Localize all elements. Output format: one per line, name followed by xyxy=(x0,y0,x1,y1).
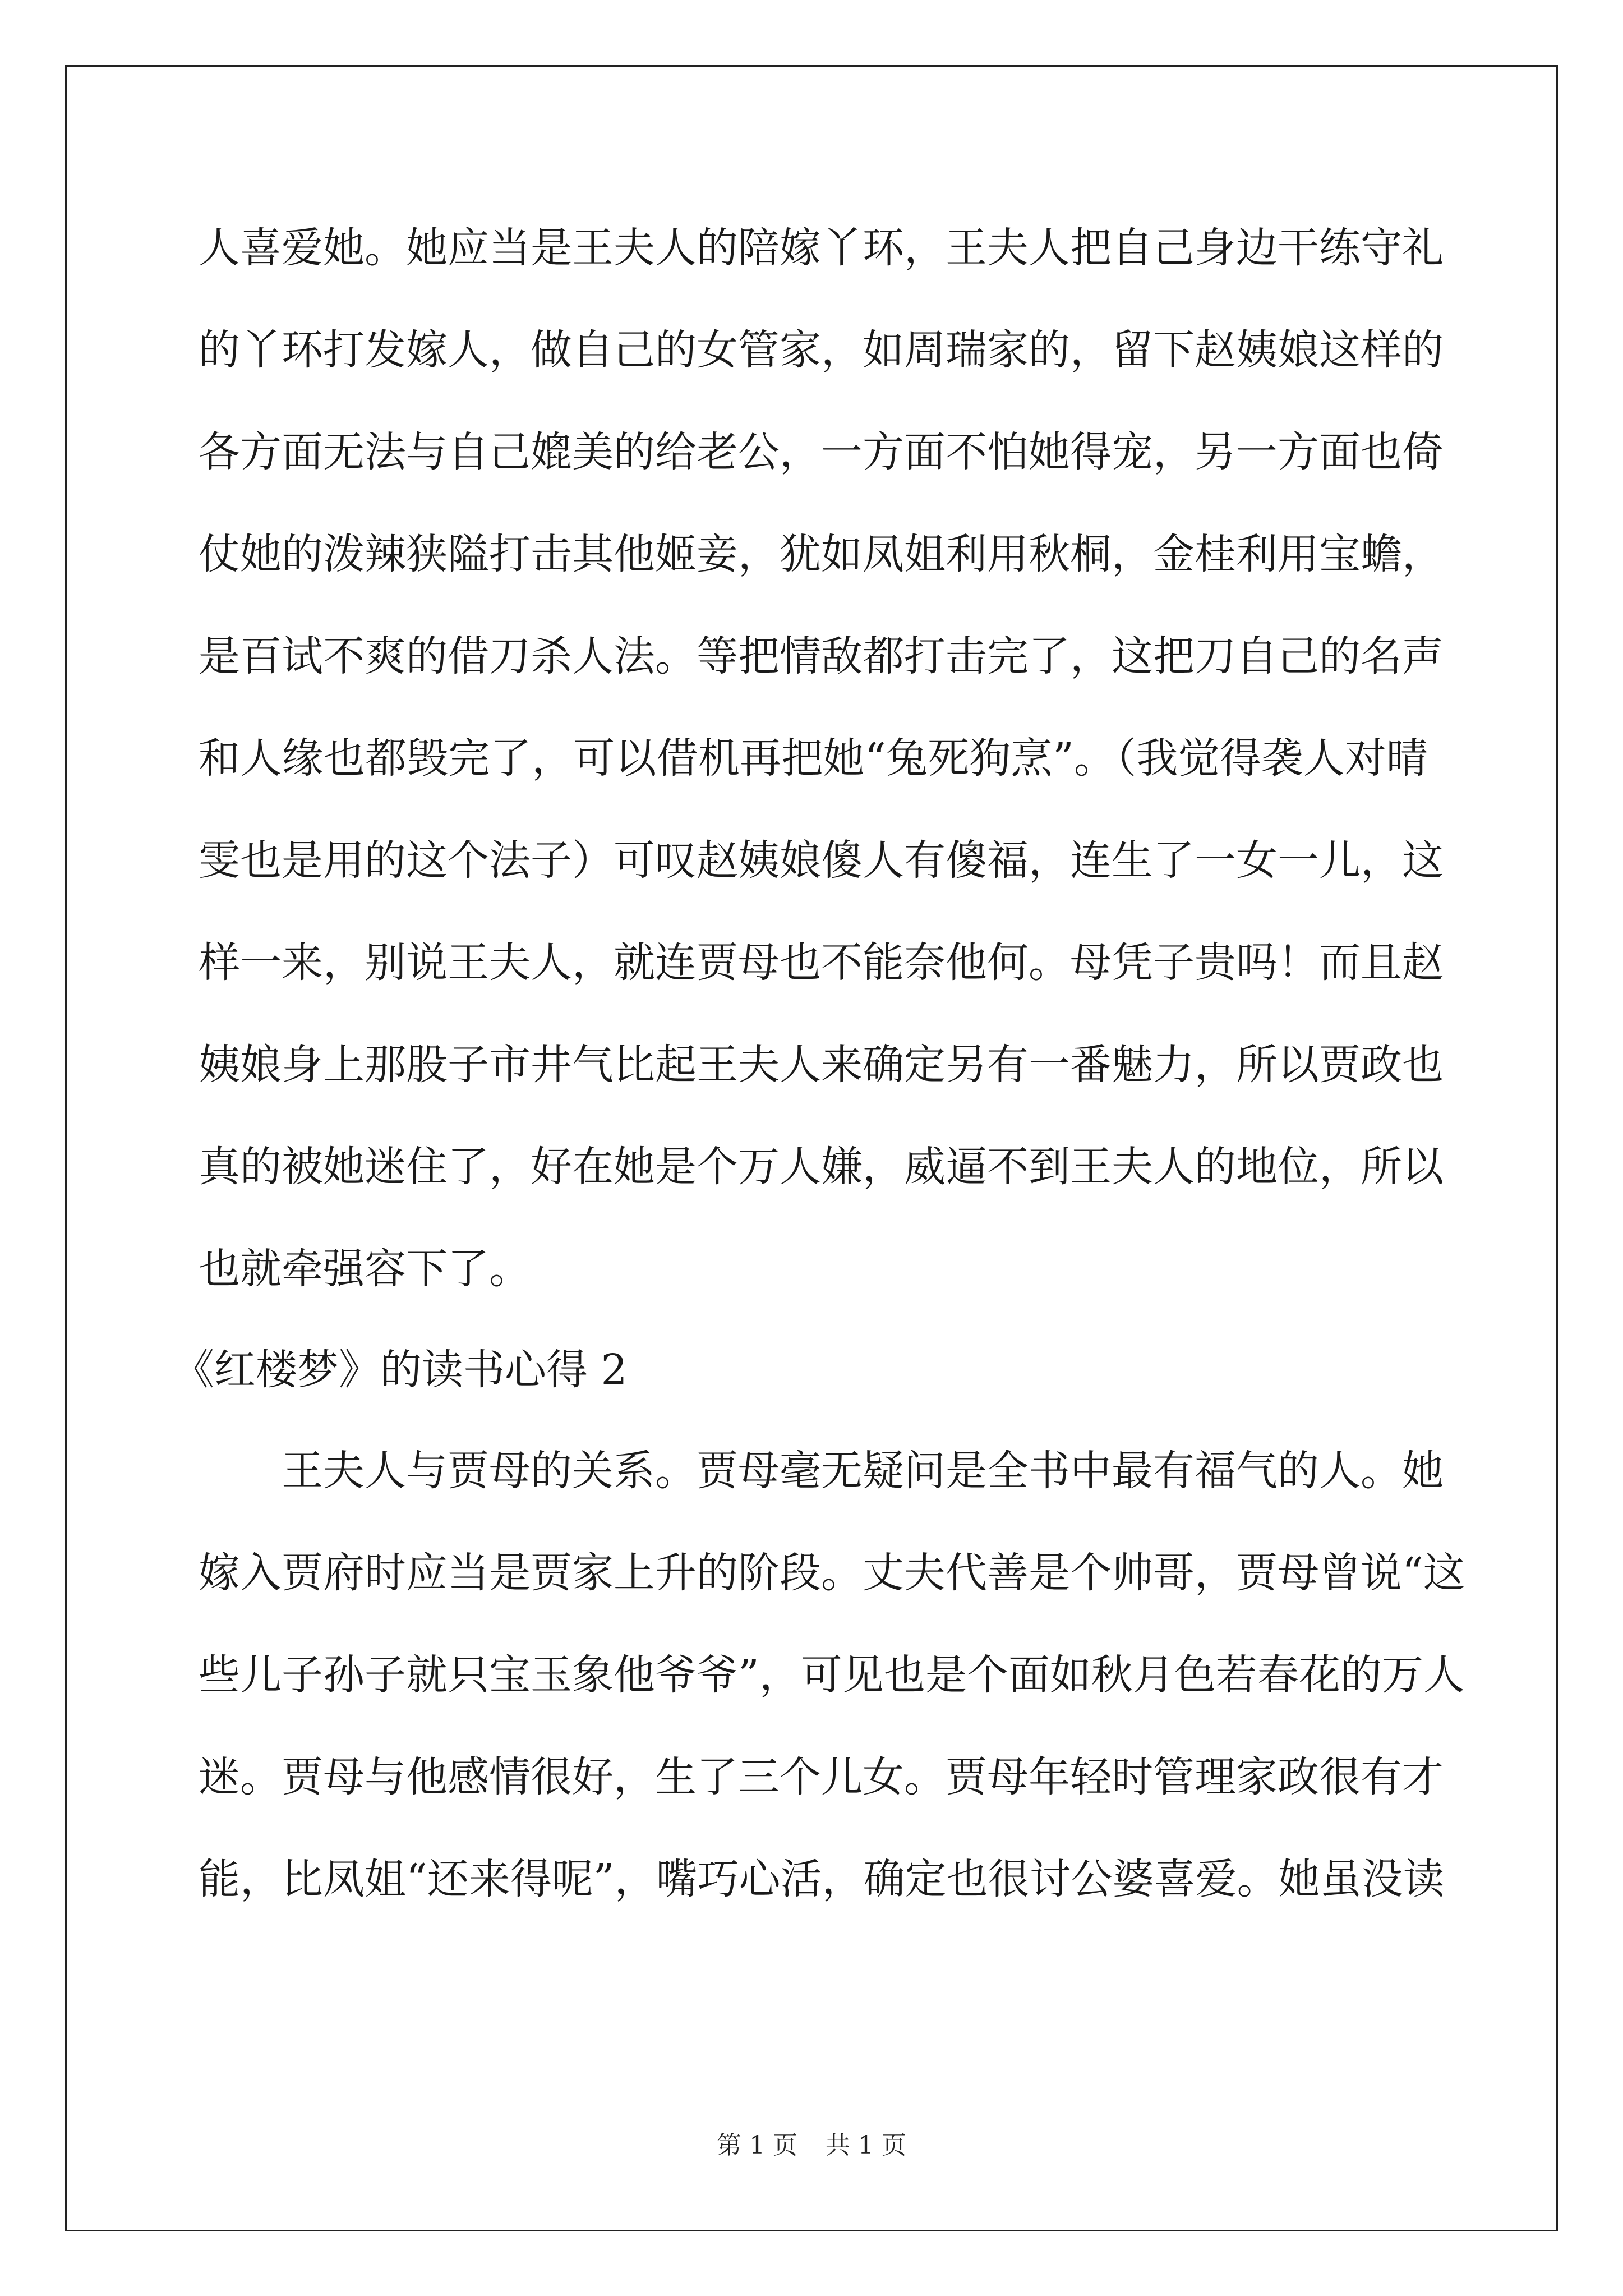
paragraph-line: 人喜爱她。她应当是王夫人的陪嫁丫环，王夫人把自己身边干练守礼 xyxy=(199,224,1444,272)
paragraph-line: 姨娘身上那股子市井气比起王夫人来确定另有一番魅力，所以贾政也 xyxy=(199,1041,1444,1089)
paragraph-line: 真的被她迷住了，好在她是个万人嫌，威逼不到王夫人的地位，所以 xyxy=(199,1143,1444,1191)
paragraph-line: 仗她的泼辣狭隘打击其他姬妾，犹如凤姐利用秋桐，金桂利用宝蟾， xyxy=(199,530,1444,578)
paragraph-line: 王夫人与贾母的关系。贾母毫无疑问是全书中最有福气的人。她 xyxy=(282,1447,1444,1495)
page-number: 第 1 页 xyxy=(717,2131,797,2160)
paragraph-line: 各方面无法与自己媲美的给老公，一方面不怕她得宠，另一方面也倚 xyxy=(199,428,1444,476)
paragraph-line: 和人缘也都毁完了，可以借机再把她“兔死狗烹”。（我觉得袭人对晴 xyxy=(199,734,1428,783)
paragraph-line: 的丫环打发嫁人，做自己的女管家，如周瑞家的，留下赵姨娘这样的 xyxy=(199,326,1444,374)
paragraph-line: 也就牵强容下了。 xyxy=(199,1245,531,1293)
paragraph-line: 是百试不爽的借刀杀人法。等把情敌都打击完了，这把刀自己的名声 xyxy=(199,632,1444,680)
paragraph-line: 样一来，别说王夫人，就连贾母也不能奈他何。母凭子贵吗！而且赵 xyxy=(199,938,1444,987)
page-total: 共 1 页 xyxy=(826,2131,906,2160)
paragraph-line: 些儿子孙子就只宝玉象他爷爷”，可见也是个面如秋月色若春花的万人 xyxy=(199,1651,1465,1699)
paragraph-line: 雯也是用的这个法子）可叹赵姨娘傻人有傻福，连生了一女一儿，这 xyxy=(199,836,1444,885)
paragraph-line: 嫁入贾府时应当是贾家上升的阶段。丈夫代善是个帅哥，贾母曾说“这 xyxy=(199,1549,1465,1597)
paragraph-line: 迷。贾母与他感情很好，生了三个儿女。贾母年轻时管理家政很有才 xyxy=(199,1753,1444,1801)
paragraph-line: 能，比凤姐“还来得呢”，嘴巧心活，确定也很讨公婆喜爱。她虽没读 xyxy=(199,1855,1445,1903)
page-footer xyxy=(0,2129,1623,2162)
section-title: 《红楼梦》的读书心得 2 xyxy=(173,1346,628,1394)
